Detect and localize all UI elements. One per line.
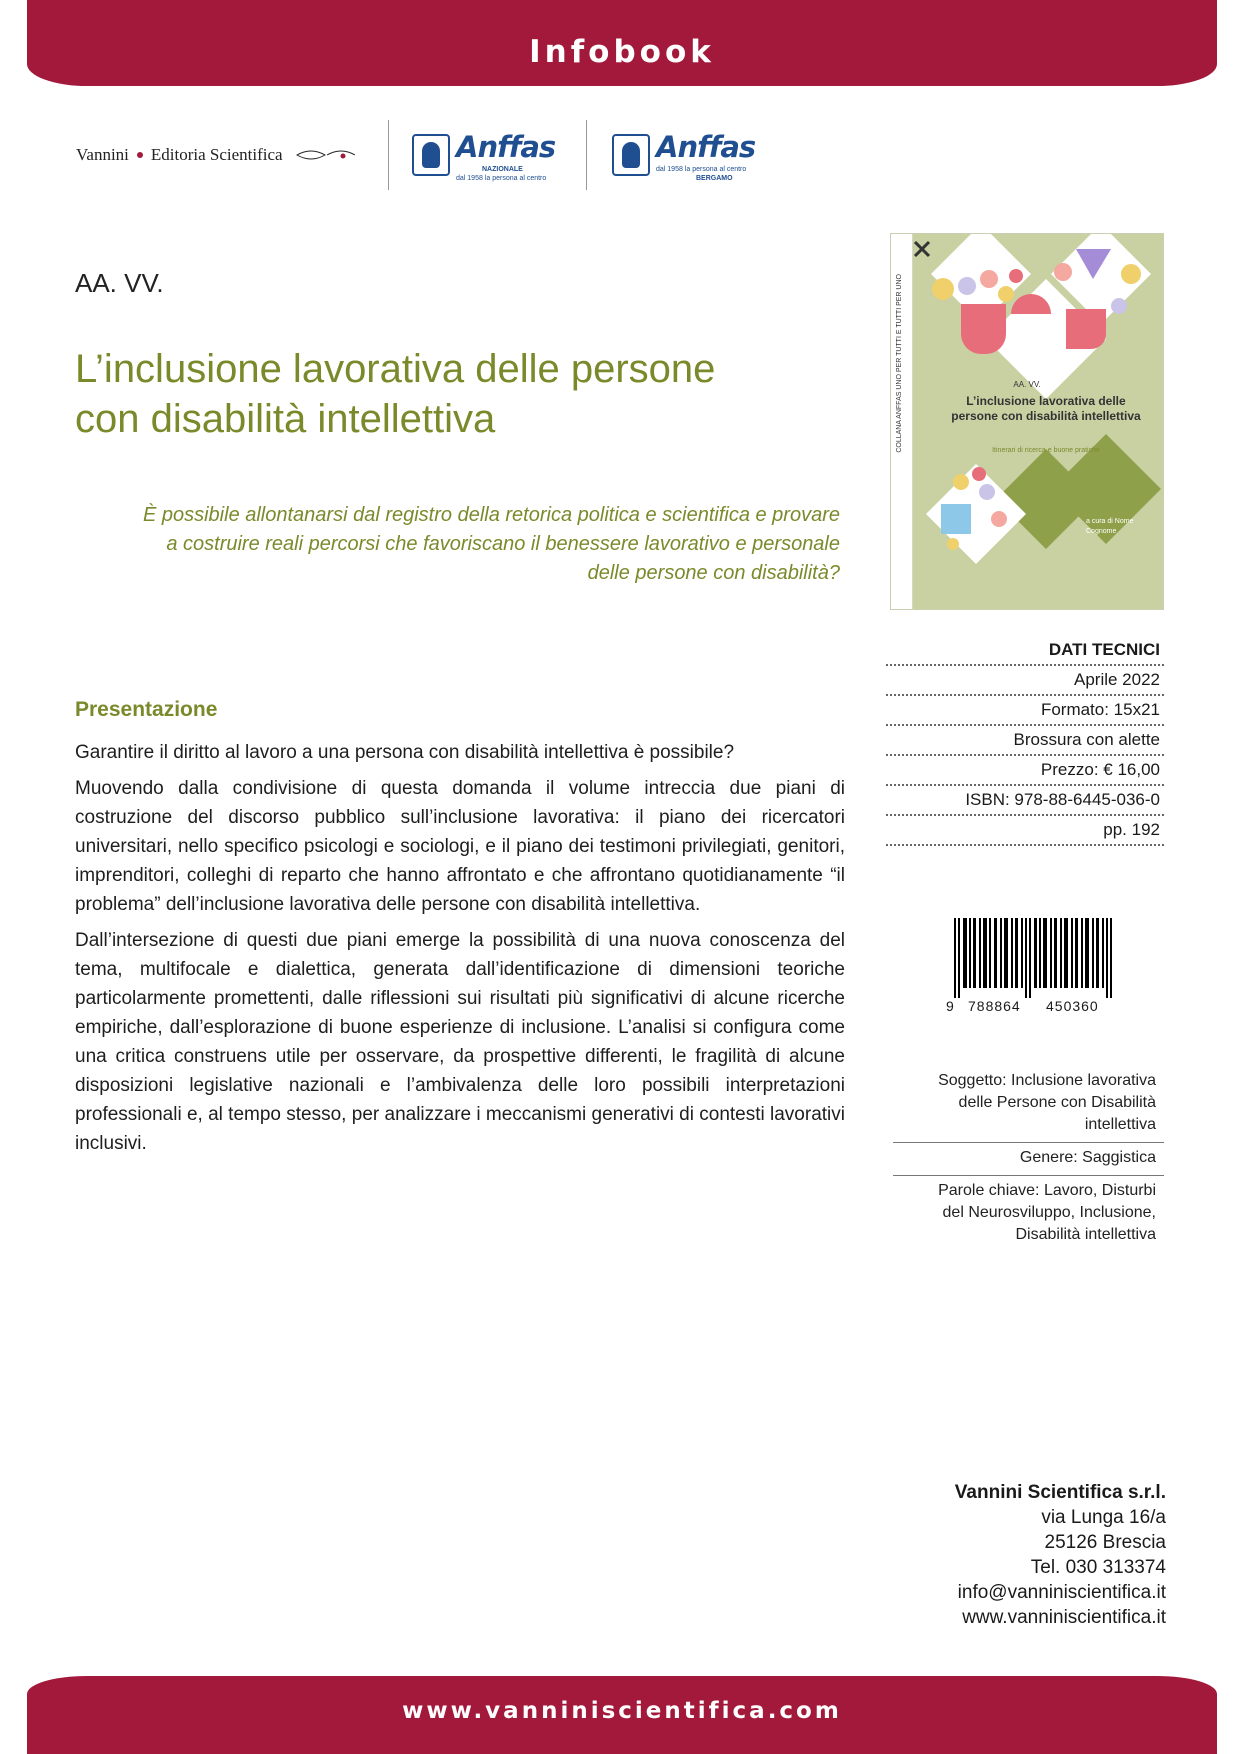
logo-separator bbox=[388, 120, 389, 190]
cover-title: L’inclusione lavorativa delle persone con disabilità intellettiva bbox=[951, 394, 1141, 423]
anffas-name: Anffas bbox=[456, 130, 556, 164]
tech-row: Aprile 2022 bbox=[886, 666, 1164, 696]
logo-dot-icon bbox=[137, 152, 143, 158]
publisher-address bbox=[880, 1480, 1166, 1630]
title-line-2: con disabilità intellettiva bbox=[75, 397, 496, 441]
address-website[interactable]: www.vanniniscientifica.it bbox=[962, 1607, 1166, 1628]
barcode-bars-icon bbox=[954, 918, 1114, 998]
footer-url[interactable]: www.vanniniscientifica.com bbox=[402, 1698, 842, 1724]
tech-row: Prezzo: € 16,00 bbox=[886, 756, 1164, 786]
eye-logo-icon bbox=[295, 146, 357, 164]
anffas-bergamo-line1: dal 1958 la persona al centro bbox=[656, 166, 747, 173]
footer-band bbox=[27, 1676, 1217, 1754]
barcode-digits-right: 450360 bbox=[1046, 998, 1099, 1014]
anffas-nazionale-logo bbox=[412, 130, 562, 182]
anffas-bergamo-line2: BERGAMO bbox=[696, 175, 733, 182]
classification bbox=[893, 1066, 1164, 1252]
paragraph: Muovendo dalla condivisione di questa domanda il volume intreccia due piani di costruzione del discorso pubblico sull’inclusione lavorativa: il piano dei ricercatori universitari, nello specifico psicologi e sociologi, e il piano dei testimoni privilegiati, genitori, imprenditori, colleghi di reparto che hanno affrontato e che affrontano quotidianamente “il problema” dell’inclusione lavorativa delle persone con disabilità intellettiva. bbox=[75, 778, 845, 915]
presentation-heading: Presentazione bbox=[75, 698, 218, 721]
isbn-barcode bbox=[946, 918, 1122, 1014]
tech-row: ISBN: 978-88-6445-036-0 bbox=[886, 786, 1164, 816]
anffas-name: Anffas bbox=[656, 130, 756, 164]
cover-subtitle: Itinerari di ricerca e buone pratiche bbox=[992, 447, 1100, 454]
technical-data bbox=[886, 636, 1164, 846]
cover-curator: a cura di Nome Cognome bbox=[1086, 518, 1134, 535]
anffas-nazionale-line1: NAZIONALE bbox=[482, 166, 523, 173]
header-label: Infobook bbox=[529, 34, 715, 70]
keywords-text: Parole chiave: Lavoro, Disturbi del Neurosviluppo, Inclusione, Disabilità intellettiva bbox=[893, 1175, 1164, 1252]
paragraph: Dall’intersezione di questi due piani emerge la possibilità di una nuova conoscenza del tema, multifocale e dialettica, generata dall’identificazione di dimensioni teoriche particolarmente promettenti, dalle riflessioni sui risultati più significativi di alcune ricerche empiriche, dall’esplorazione di buone esperienze di inclusione. L’analisi si configura come una critica construens utile per osservare, da prospettive differenti, le fragilità di alcune disposizioni legislative nazionali e l’ambivalenza delle loro possibili interpretazioni professionali e, al tempo stesso, per analizzare i meccanismi generativi di contesti lavorativi inclusivi. bbox=[75, 930, 845, 1154]
tech-heading: DATI TECNICI bbox=[886, 636, 1164, 666]
address-city: 25126 Brescia bbox=[1044, 1532, 1166, 1553]
tech-row: Brossura con alette bbox=[886, 726, 1164, 756]
tagline-line-2: a costruire reali percorsi che favoriscano il benessere lavorativo e personale bbox=[166, 533, 840, 555]
book-title bbox=[75, 344, 835, 444]
anffas-bergamo-logo bbox=[612, 130, 762, 182]
anffas-badge-icon bbox=[412, 134, 450, 176]
book-cover-image bbox=[890, 233, 1164, 610]
address-street: via Lunga 16/a bbox=[1041, 1507, 1166, 1528]
vannini-name: Vannini bbox=[76, 145, 129, 164]
barcode-digit-prefix: 9 bbox=[946, 998, 955, 1014]
title-line-1: L’inclusione lavorativa delle persone bbox=[75, 347, 716, 391]
genre-text: Genere: Saggistica bbox=[893, 1142, 1164, 1175]
cover-spine-text: COLLANA ANFFAS UNO PER TUTTI E TUTTI PER UNO bbox=[896, 274, 903, 453]
anffas-nazionale-line2: dal 1958 la persona al centro bbox=[456, 175, 547, 182]
cover-author: AA. VV. bbox=[1013, 380, 1041, 389]
address-email[interactable]: info@vanniniscientifica.it bbox=[957, 1582, 1166, 1603]
book-author: AA. VV. bbox=[75, 268, 164, 298]
tagline-line-3: delle persone con disabilità? bbox=[587, 562, 840, 584]
barcode-digits-left: 788864 bbox=[968, 998, 1021, 1014]
paragraph: Garantire il diritto al lavoro a una persona con disabilità intellettiva è possibile? bbox=[75, 742, 735, 763]
vannini-logo bbox=[76, 145, 357, 165]
header-band bbox=[27, 0, 1217, 86]
book-tagline bbox=[100, 501, 840, 588]
tech-row: pp. 192 bbox=[886, 816, 1164, 846]
logo-strip bbox=[76, 118, 776, 190]
company-name: Vannini Scientifica s.r.l. bbox=[954, 1482, 1166, 1503]
logo-separator bbox=[586, 120, 587, 190]
presentation-body bbox=[75, 738, 845, 1165]
tagline-line-1: È possibile allontanarsi dal registro della retorica politica e scientifica e provare bbox=[142, 504, 840, 526]
subject-text: Soggetto: Inclusione lavorativa delle Persone con Disabilità intellettiva bbox=[938, 1072, 1156, 1133]
anffas-badge-icon bbox=[612, 134, 650, 176]
tech-row: Formato: 15x21 bbox=[886, 696, 1164, 726]
vannini-sub: Editoria Scientifica bbox=[150, 145, 283, 164]
address-phone: Tel. 030 313374 bbox=[1030, 1557, 1166, 1578]
